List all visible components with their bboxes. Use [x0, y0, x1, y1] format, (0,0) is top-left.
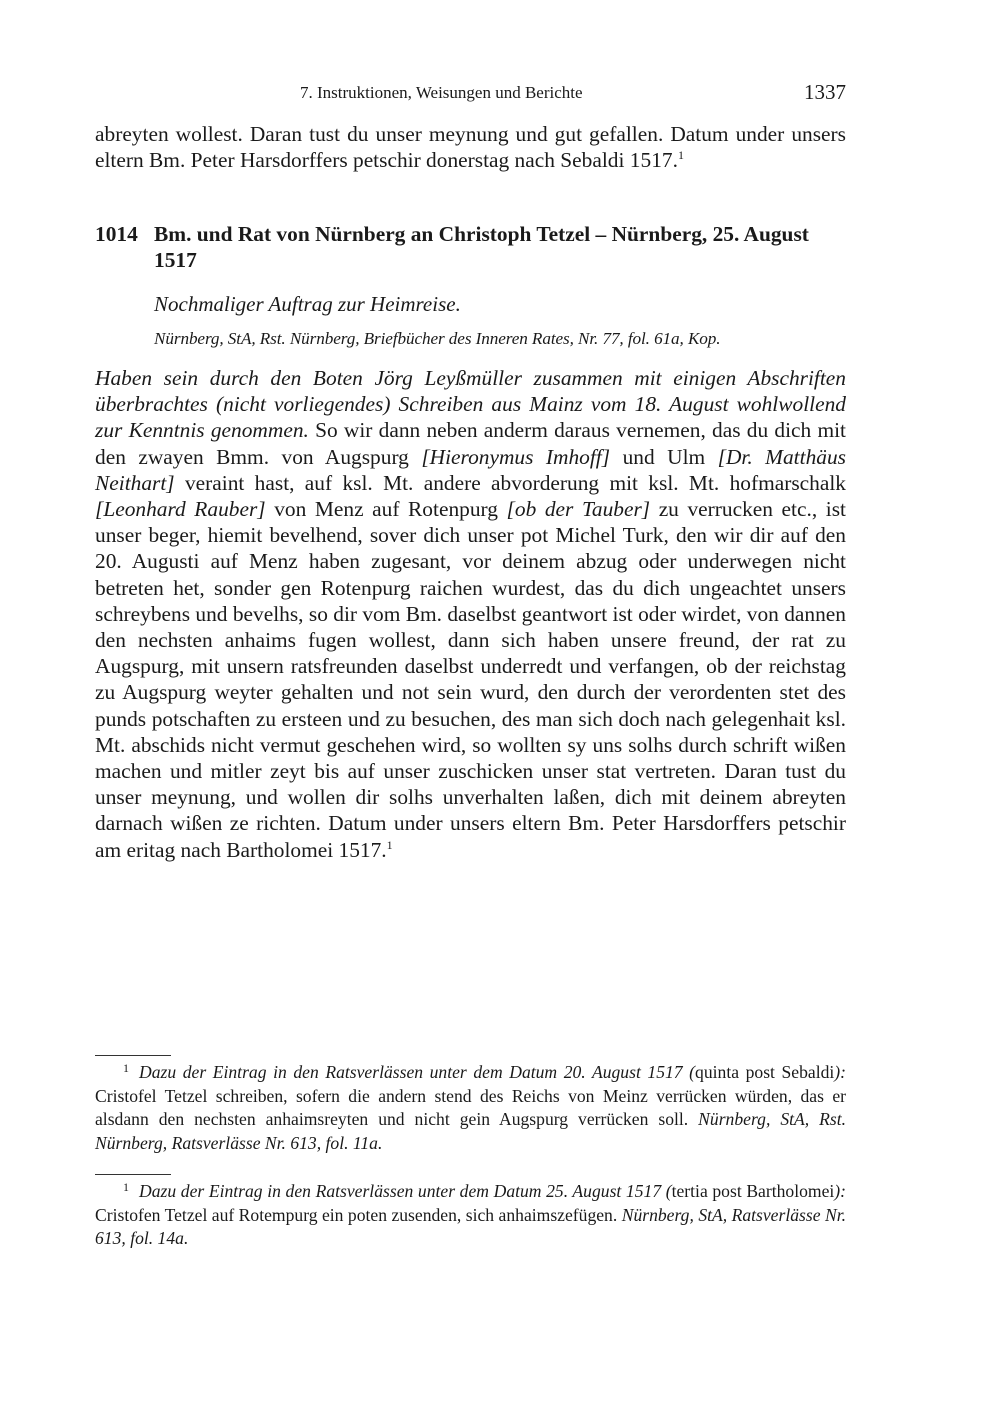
editorial-note: [ob der Tauber] — [506, 497, 651, 522]
document-regest: Nochmaliger Auftrag zur Heimreise. — [154, 292, 461, 316]
footnote-italic: Dazu der Eintrag in den Ratsverlässen unter dem Datum 20. August 1517 ( — [139, 1062, 696, 1082]
footnote-mark: 1 — [123, 1180, 129, 1194]
footnote-citation: Nürnberg, StA, Rst. Nürnberg, Ratsverlässe Nr. 613, fol. 11a. — [95, 1109, 847, 1153]
body-text: zu verrucken etc., ist unser beger, hiemit bevelhend, sover dich unser pot Michel Turk, den wir dir auf den 20. Augusti auf Menz haben zugesant, vor deinem abzug oder underwegen nicht betreten het, sonder gen Rotenpurg raichen wurdest, das du dich ungeachtet unsers schreybens und bevelhs, so dir vom Bm. daselbst geantwort ist oder wirdet, von dannen den nechsten anhaims fugen wollest, dann sich haben unsere freund, der rat zu Augspurg, mit unsern ratsfreunden daselbst underredt und verfangen, ob der reichstag zu Augspurg weyter gehalten und not sein wurd, den durch der verordenten stet des punds potschaften zu ersteen und zu besuchen, des man sich doch nach gelegenhait ksl. Mt. abschids nicht vermut geschehen wird, so wollten sy uns solhs durch schrift wißen machen und mitler zeyt bis auf unser zuschicken unser stat vertreten. Daran tust du unser meynung, und wollen dir solhs unverhalten laßen, dich mit deinem abreyten darnach wißen ze richten. Datum under unsers eltern Bm. Peter Harsdorffers petschir am eritag nach Bartholomei 1517. — [95, 497, 846, 862]
footnote-reference: 1 — [386, 837, 393, 852]
footnote-text: Cristofel Tetzel schreiben, sofern die andern stend des Reichs von Meinz verrücken würden, das er alsdann den nechsten anhaimsreyten und nicht gein Augspurg verrücken soll. — [95, 1085, 846, 1129]
footnote-citation: Nürnberg, StA, Ratsverlässe Nr. 613, fol. 14a. — [95, 1204, 847, 1248]
footnote-mark: 1 — [123, 1061, 129, 1075]
document-body — [95, 365, 846, 863]
editorial-note: [Dr. Matthäus Neithart] — [95, 444, 846, 495]
editorial-note: [Hieronymus Imhoff] — [421, 444, 611, 469]
footnote-reference: 1 — [677, 148, 684, 163]
running-head-title: 7. Instruktionen, Weisungen und Berichte — [300, 83, 583, 102]
footnote-italic: ): — [834, 1181, 846, 1201]
footnote-text: tertia post Bartholomei — [671, 1181, 835, 1201]
continuation-paragraph — [95, 121, 846, 173]
footnote-text: quinta post Sebaldi — [695, 1062, 835, 1082]
footnote-text: Cristofen Tetzel auf Rotempurg ein poten zusenden, sich anhaimszefügen. — [95, 1204, 622, 1225]
editorial-note: [Leonhard Rauber] — [95, 497, 266, 522]
footnote — [95, 1061, 846, 1155]
body-text: von Menz auf Rotenpurg — [265, 497, 507, 522]
document-source: Nürnberg, StA, Rst. Nürnberg, Briefbücher des Inneren Rates, Nr. 77, fol. 61a, Kop. — [154, 329, 721, 348]
body-text: So wir dann neben anderm daraus vernemen, das du dich mit den zwayen Bmm. von Augspurg — [95, 418, 846, 469]
footnote-rule — [95, 1055, 171, 1056]
document-title: Bm. und Rat von Nürnberg an Christoph Tetzel – Nürnberg, 25. August 1517 — [154, 222, 809, 272]
footnote-rule — [95, 1174, 171, 1175]
footnote-italic: ): — [834, 1062, 846, 1082]
running-head — [95, 80, 846, 108]
body-text: veraint hast, auf ksl. Mt. andere abvorderung mit ksl. Mt. hofmarschalk — [174, 470, 846, 495]
document-number: 1014 — [95, 222, 138, 246]
footnote-italic: Dazu der Eintrag in den Ratsverlässen unter dem Datum 25. August 1517 ( — [139, 1181, 672, 1201]
body-text: und Ulm — [610, 444, 718, 469]
page-number: 1337 — [804, 80, 846, 104]
summary-italic: Haben sein durch den Boten Jörg Leyßmüller zusammen mit einigen Abschriften überbrachtes (nicht vorliegendes) Schreiben aus Mainz vom 18. August wohlwollend zur Kenntnis genommen. — [95, 366, 846, 443]
document-heading — [95, 221, 846, 273]
continuation-text: abreyten wollest. Daran tust du unser meynung und gut gefallen. Datum under unsers eltern Bm. Peter Harsdorffers petschir donerstag nach Sebaldi 1517. — [95, 122, 846, 173]
footnote — [95, 1180, 846, 1251]
